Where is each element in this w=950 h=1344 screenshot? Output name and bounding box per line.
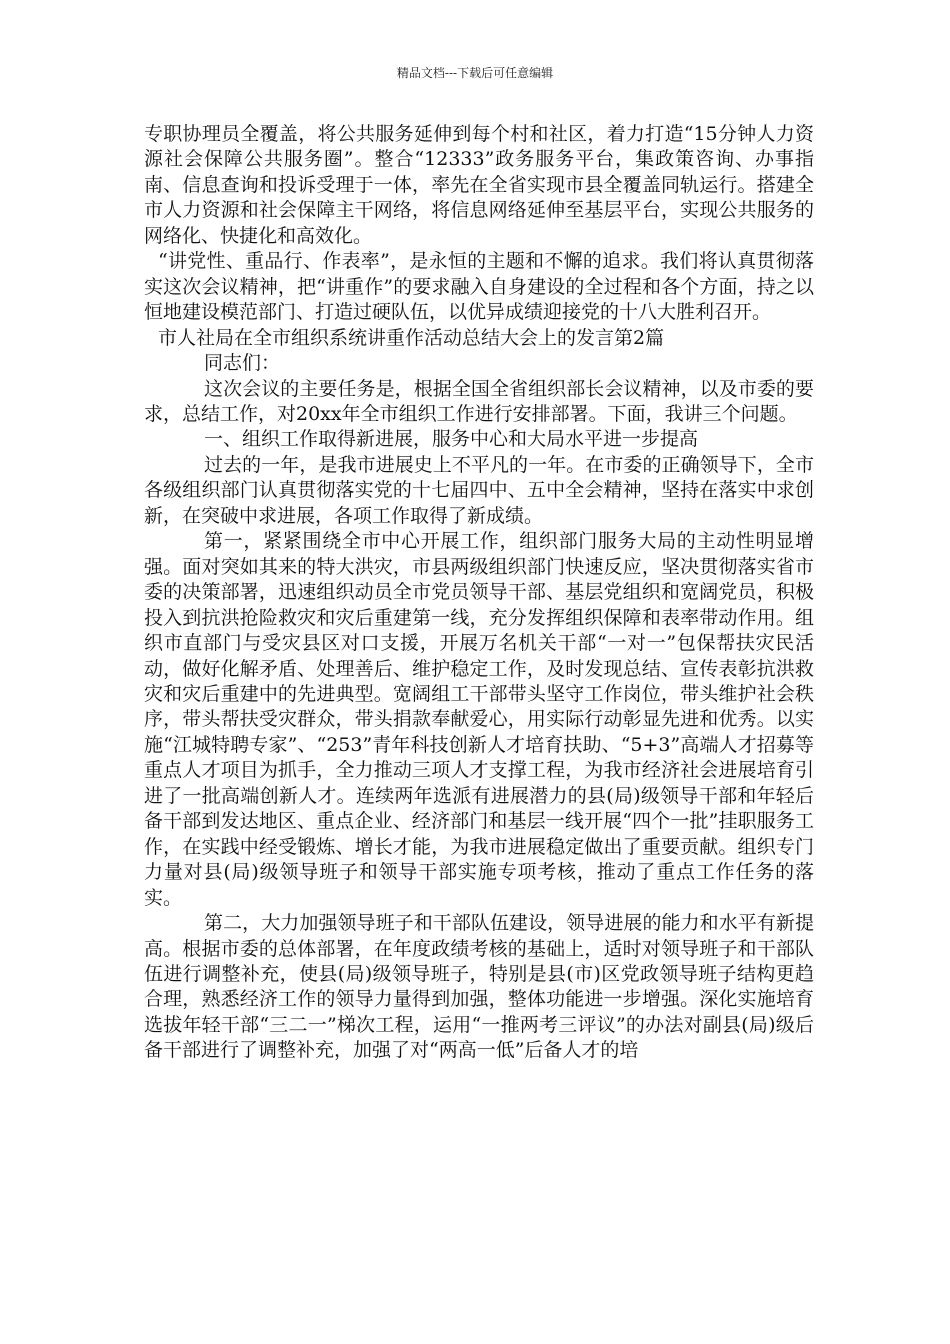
document-body	[144, 122, 814, 1064]
paragraph-second-point: 第二，大力加强领导班子和干部队伍建设，领导进展的能力和水平有新提高。根据市委的总体部署，在年度政绩考核的基础上，适时对领导班子和干部队伍进行调整补充，使县(局)级领导班子，特别是县(市)区党政领导班子结构更趋合理，熟悉经济工作的领导力量得到加强，整体功能进一步增强。深化实施培育选拔年轻干部“三二一”梯次工程，运用“一推两考三评议”的办法对副县(局)级后备干部进行了调整补充，加强了对“两高一低”后备人才的培	[144, 912, 814, 1062]
paragraph-past-year: 过去的一年，是我市进展史上不平凡的一年。在市委的正确领导下，全市各级组织部门认真贯彻落实党的十七届四中、五中全会精神，坚持在落实中求创新，在突破中求进展，各项工作取得了新成绩。	[144, 453, 814, 527]
section-heading-1: 一、组织工作取得新进展，服务中心和大局水平进一步提高	[204, 428, 699, 451]
page-header: 精品文档---下载后可任意编辑	[396, 66, 554, 80]
paragraph-first-point: 第一，紧紧围绕全市中心开展工作，组织部门服务大局的主动性明显增强。面对突如其来的特大洪灾，市县两级组织部门快速反应，坚决贯彻落实省市委的决策部署，迅速组织动员全市党员领导干部、基层党组织和宽阔党员，积极投入到抗洪抢险救灾和灾后重建第一线，充分发挥组织保障和表率带动作用。组织市直部门与受灾县区对口支援，开展万名机关干部“一对一”包保帮扶灾民活动，做好化解矛盾、处理善后、维护稳定工作，及时发现总结、宣传表彰抗洪救灾和灾后重建中的先进典型。宽阔组工干部带头坚守工作岗位，带头维护社会秩序，带头帮扶受灾群众，带头捐款奉献爱心，用实际行动彰显先进和优秀。以实施“江城特聘专家”、“253”青年科技创新人才培育扶助、“5+3”高端人才招募等重点人才项目为抓手，全力推动三项人才支撑工程，为我市经济社会进展培育引进了一批高端创新人才。连续两年选派有进展潜力的县(局)级领导干部和年轻后备干部到发达地区、重点企业、经济部门和基层一线开展“四个一批”挂职服务工作，在实践中经受锻炼、增长才能，为我市进展稳定做出了重要贡献。组织专门力量对县(局)级领导班子和领导干部实施专项考核，推动了重点工作任务的落实。	[144, 530, 814, 909]
paragraph-meeting-task: 这次会议的主要任务是，根据全国全省组织部长会议精神，以及市委的要求，总结工作，对20xx年全市组织工作进行安排部署。下面，我讲三个问题。	[144, 377, 814, 425]
salutation: 同志们：	[204, 352, 281, 375]
paragraph-closing-remarks: “讲党性、重品行、作表率”，是永恒的主题和不懈的追求。我们将认真贯彻落实这次会议精神，把“讲重作”的要求融入自身建设的全过程和各个方面，持之以恒地建设模范部门、打造过硬队伍，以优异成绩迎接党的十八大胜利召开。	[144, 250, 814, 324]
speech-title: 市人社局在全市组织系统讲重作活动总结大会上的发言第2篇	[158, 326, 665, 349]
paragraph-service-coverage: 专职协理员全覆盖，将公共服务延伸到每个村和社区，着力打造“15分钟人力资源社会保障公共服务圈”。整合“12333”政务服务平台，集政策咨询、办事指南、信息查询和投诉受理于一体，率先在全省实现市县全覆盖同轨运行。搭建全市人力资源和社会保障主干网络，将信息网络延伸至基层平台，实现公共服务的网络化、快捷化和高效化。	[144, 123, 814, 247]
